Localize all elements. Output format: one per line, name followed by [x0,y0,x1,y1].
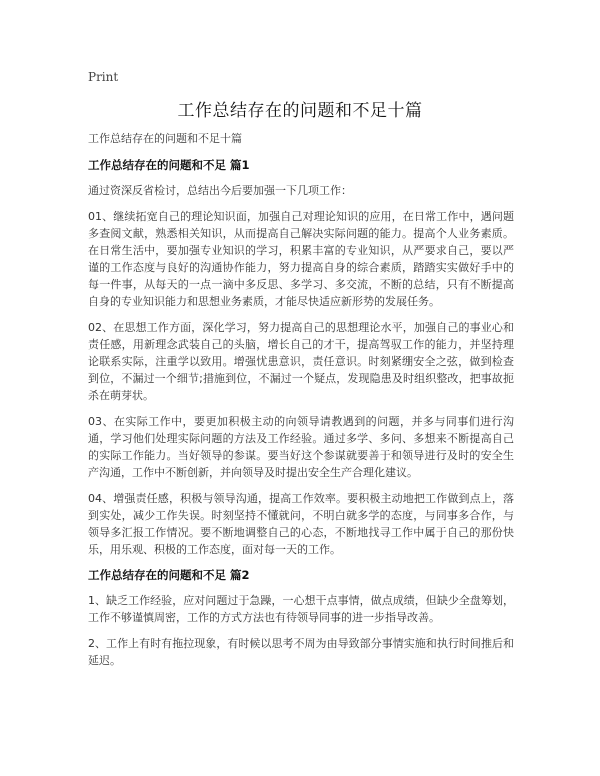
section-heading: 工作总结存在的问题和不足 篇2 [88,568,250,582]
paragraph: 2、工作上有时有拖拉现象，有时候以思考不周为由导致部分事情实施和执行时间推后和延迟。 [88,637,514,667]
document-body [88,130,514,678]
paragraph: 通过资深反省检讨，总结出今后要加强一下几项工作： [88,184,352,197]
paragraph: 1、缺乏工作经验，应对问题过于急躁，一心想干点事情，做点成绩，但缺少全盘筹划，工作不够谨慎周密，工作的方式方法也有待领导同事的进一步指导改善。 [88,594,514,624]
document-subtitle: 工作总结存在的问题和不足十篇 [88,132,242,145]
paragraph: 01、继续拓宽自己的理论知识面，加强自己对理论知识的应用，在日常工作中，遇问题多查阅文献，熟悉相关知识，从而提高自己解决实际问题的能力。提高个人业务素质。在日常生活中，要加强专业知识的学习，积累丰富的专业知识，从严要求自己，要以严谨的工作态度与良好的沟通协作能力，努力提高自身的综合素质，踏踏实实做好手中的每一件事，从每天的一点一滴中多反思、多学习、多交流，不断的总结，只有不断提高自身的专业知识能力和思想业务素质，才能尽快适应新形势的发展任务。 [88,210,514,308]
paragraph: 02、在思想工作方面，深化学习，努力提高自己的思想理论水平，加强自己的事业心和责任感，用新理念武装自己的头脑，增长自己的才干，提高驾驭工作的能力，并坚持理论联系实际，注重学以致用。增强忧患意识，责任意识。时刻紧绷安全之弦，做到检查到位，不漏过一个细节;措施到位，不漏过一个疑点，发现隐患及时组织整改，把事故扼杀在萌芽状。 [88,321,514,402]
print-label[interactable]: Print [88,70,119,84]
paragraph: 04、增强责任感，积极与领导沟通，提高工作效率。要积极主动地把工作做到点上，落到实处，减少工作失误。时刻坚持不懂就问，不明白就多学的态度，与同事多合作，与领导多汇报工作情况。要不断地调整自己的心态，不断地找寻工作中属于自己的那份快乐，用乐观、积极的工作态度，面对每一天的工作。 [88,492,514,556]
page-title: 工作总结存在的问题和不足十篇 [177,101,423,121]
section-1 [88,157,514,558]
section-2 [88,567,514,669]
section-heading: 工作总结存在的问题和不足 篇1 [88,158,250,172]
paragraph: 03、在实际工作中，要更加积极主动的向领导请教遇到的问题，并多与同事们进行沟通，学习他们处理实际问题的方法及工作经验。通过多学、多问、多想来不断提高自己的实际工作能力。当好领导的参谋。要当好这个参谋就要善于和领导进行及时的安全生产沟通，工作中不断创新，并向领导及时提出安全生产合理化建议。 [88,415,514,479]
